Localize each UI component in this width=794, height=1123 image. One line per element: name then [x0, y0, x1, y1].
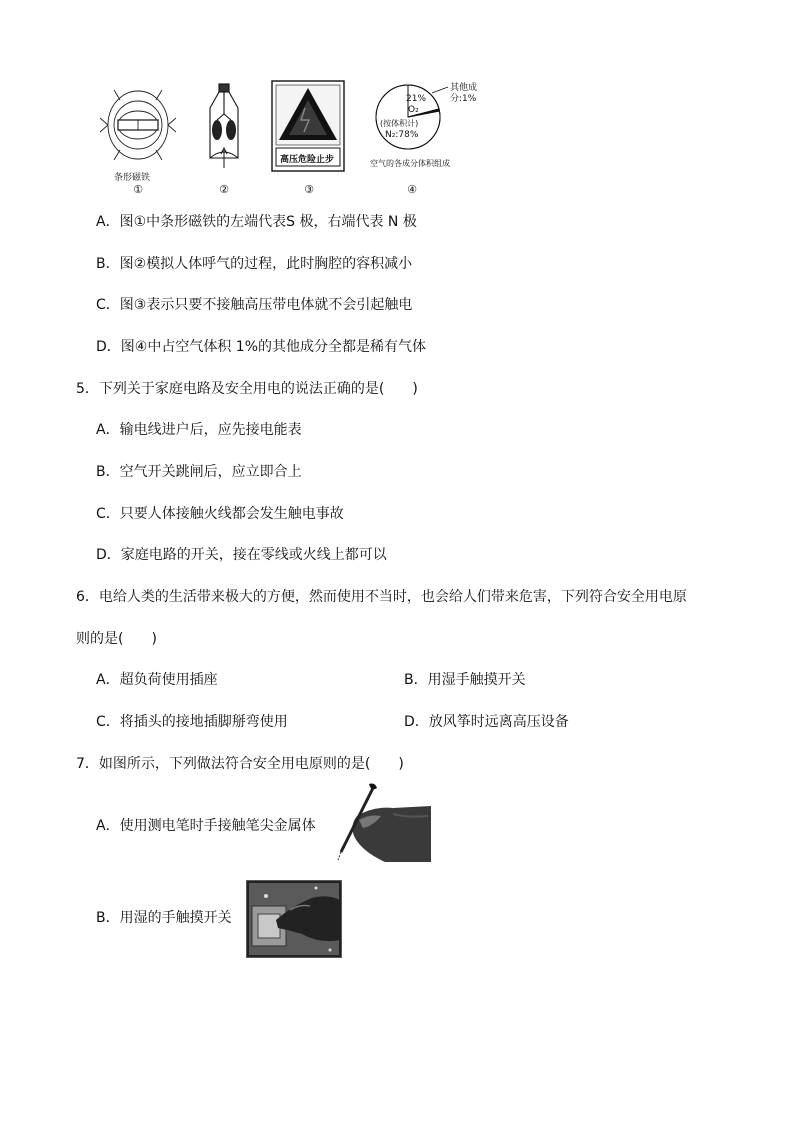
q6-stem-line2: 则的是( ) [76, 631, 157, 647]
q5-option-b: B．空气开关跳闸后，应立即合上 [96, 464, 302, 480]
figure-number-4: ④ [407, 183, 417, 196]
high-voltage-sign-text: 高压危险止步 [280, 155, 335, 165]
q5-option-c: C．只要人体接触火线都会发生触电事故 [96, 506, 344, 522]
wet-hand-switch-photo [246, 880, 342, 958]
bar-magnet-caption: 条形磁铁 [114, 173, 151, 183]
figure-number-1: ① [133, 183, 143, 196]
high-voltage-sign-figure [271, 80, 346, 196]
q6-stem-line1: 6．电给人类的生活带来极大的方便，然而使用不当时，也会给人们带来危害，下列符合安全用电原 [76, 589, 687, 605]
q7-option-b: B．用湿的手触摸开关 [96, 910, 232, 926]
other-label-line1: 其他成 [450, 83, 478, 93]
lung-model-figure [204, 80, 244, 196]
air-composition-caption: 空气的各成分体积组成 [370, 159, 450, 168]
q4-option-b: B．图②模拟人体呼气的过程，此时胸腔的容积减小 [96, 256, 413, 272]
lung-model-drawing [204, 80, 244, 170]
q5-stem: 5．下列关于家庭电路及安全用电的说法正确的是( ) [76, 381, 418, 397]
q6-option-a: A．超负荷使用插座 [96, 672, 218, 688]
test-pen-hand-drawing [333, 782, 431, 862]
bar-magnet-drawing [100, 80, 176, 170]
o2-percent-label: 21% [406, 94, 427, 104]
bar-magnet-figure [100, 80, 176, 196]
q7-stem: 7．如图所示，下列做法符合安全用电原则的是( ) [76, 756, 404, 772]
air-composition-figure [370, 80, 486, 196]
q4-option-c: C．图③表示只要不接触高压带电体就不会引起触电 [96, 297, 413, 313]
q4-option-d: D．图④中占空气体积 1%的其他成分全都是稀有气体 [96, 339, 426, 355]
other-label-line2: 分:1% [450, 94, 477, 104]
n2-label: N₂:78% [385, 130, 419, 140]
figure-strip [96, 80, 486, 200]
q7-option-a: A．使用测电笔时手接触笔尖金属体 [96, 818, 316, 834]
q6-option-d: D．放风筝时远离高压设备 [404, 714, 569, 730]
q5-option-d: D．家庭电路的开关，接在零线或火线上都可以 [96, 547, 387, 563]
wet-hand-switch-drawing [246, 880, 342, 958]
figure-number-3: ③ [304, 183, 314, 196]
q4-option-a: A．图①中条形磁铁的左端代表S 极，右端代表 N 极 [96, 214, 417, 230]
by-volume-label: (按体积计) [380, 119, 419, 128]
q6-option-b: B．用湿手触摸开关 [404, 672, 526, 688]
q5-option-a: A．输电线进户后，应先接电能表 [96, 422, 302, 438]
o2-label: O₂ [408, 105, 419, 115]
figure-number-2: ② [219, 183, 229, 196]
q6-option-c: C．将插头的接地插脚掰弯使用 [96, 714, 288, 730]
test-pen-photo [333, 782, 431, 862]
